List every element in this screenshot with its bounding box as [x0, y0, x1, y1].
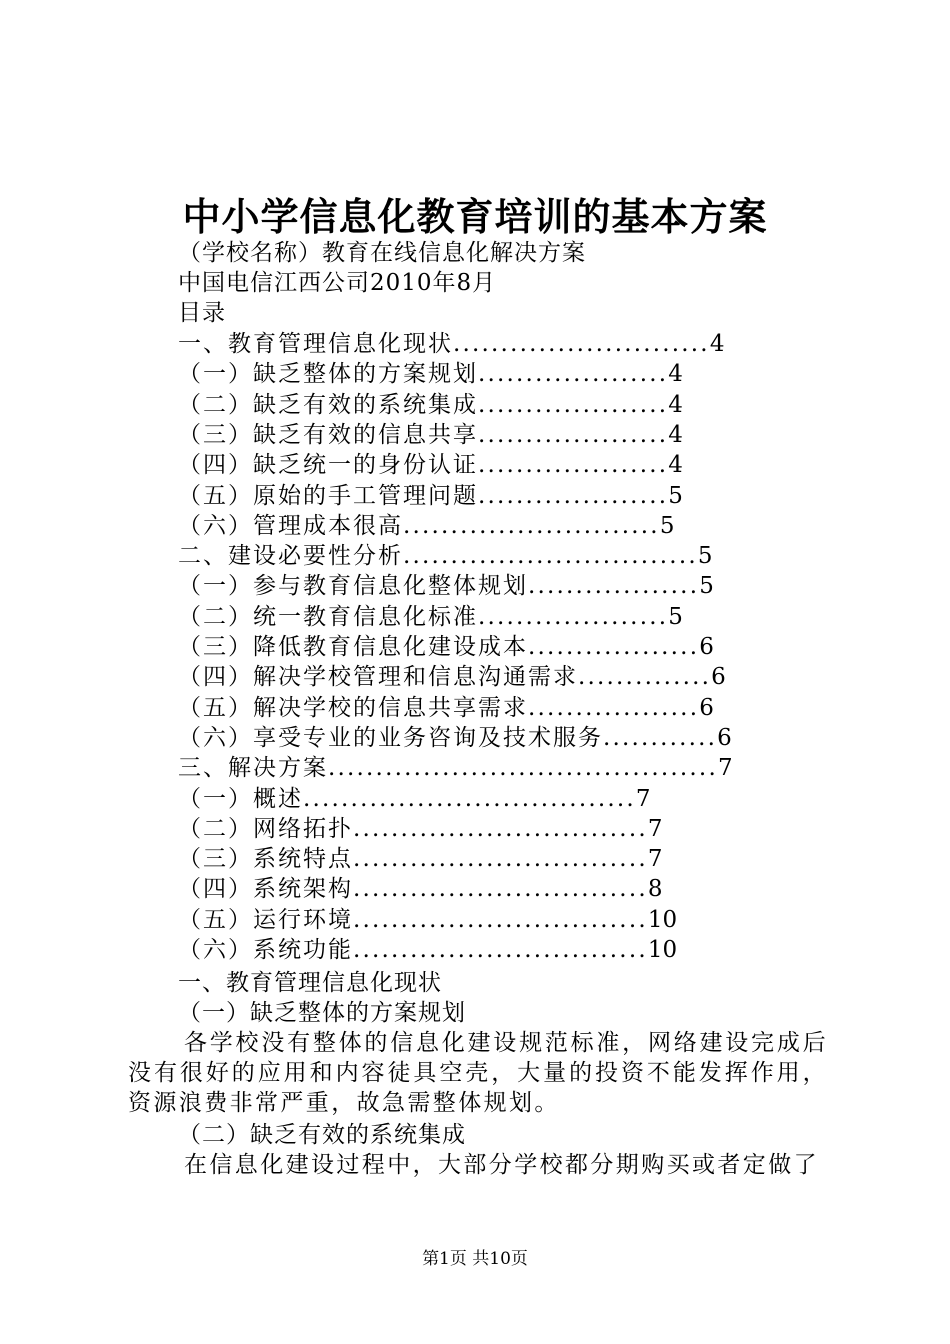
toc-entry[interactable] [178, 575, 714, 598]
toc-entry[interactable] [178, 815, 663, 842]
toc-entry-label: （四）缺乏统一的身份认证 [178, 452, 478, 479]
toc-page-number: 4 [709, 331, 725, 357]
toc-leader-dots: .............. [578, 664, 712, 691]
toc-entry-label: （二）网络拓扑 [178, 815, 353, 842]
toc-leader-dots: ............................... [353, 815, 648, 842]
toc-leader-dots: .................. [528, 694, 700, 721]
toc-page-number: 4 [668, 391, 683, 418]
toc-page-number: 10 [647, 937, 678, 963]
toc-entry[interactable] [178, 454, 683, 477]
toc-leader-dots: ................................... [303, 785, 636, 812]
toc-entry-label: （一）参与教育信息化整体规划 [178, 573, 528, 600]
toc-page-number: 4 [668, 361, 683, 388]
toc-leader-dots: .................... [478, 452, 669, 479]
toc-entry[interactable] [178, 757, 733, 780]
toc-entry[interactable] [178, 878, 662, 901]
page-footer: 第1页 共10页 [422, 1249, 528, 1269]
toc-page-number: 7 [647, 815, 663, 842]
subsection-heading: （二）缺乏有效的系统集成 [178, 1122, 466, 1148]
toc-heading: 目录 [178, 300, 226, 326]
toc-entry[interactable] [178, 391, 683, 418]
toc-page-number: 8 [647, 876, 663, 903]
toc-entry-label: （六）管理成本很高 [178, 512, 403, 539]
toc-page-number: 6 [711, 664, 726, 691]
toc-entry-label: （二）统一教育信息化标准 [178, 603, 478, 630]
toc-leader-dots: ............................... [403, 543, 698, 570]
toc-entry-label: （三）缺乏有效的信息共享 [178, 421, 478, 448]
subsection-heading: （一）缺乏整体的方案规划 [178, 1000, 466, 1026]
toc-entry[interactable] [178, 603, 683, 630]
toc-entry[interactable] [178, 906, 678, 933]
toc-leader-dots: .................... [478, 603, 669, 630]
toc-entry-label: 二、建设必要性分析 [178, 543, 403, 570]
toc-page-number: 6 [717, 724, 732, 751]
toc-entry[interactable] [178, 636, 714, 659]
toc-entry[interactable] [178, 939, 677, 962]
toc-entry[interactable] [178, 333, 724, 356]
toc-entry-label: （一）缺乏整体的方案规划 [178, 361, 478, 388]
toc-page-number: 7 [717, 755, 733, 782]
toc-entry-label: （五）解决学校的信息共享需求 [178, 694, 528, 721]
toc-page-number: 10 [647, 906, 678, 933]
toc-leader-dots: ............................... [353, 846, 648, 873]
toc-entry[interactable] [178, 785, 651, 812]
toc-leader-dots: .................... [478, 482, 669, 509]
section-heading: 一、教育管理信息化现状 [178, 970, 442, 996]
toc-page-number: 6 [699, 694, 714, 721]
toc-entry-label: （五）原始的手工管理问题 [178, 482, 478, 509]
toc-leader-dots: ........................... [403, 512, 660, 539]
document-title: 中小学信息化教育培训的基本方案 [182, 194, 768, 239]
toc-page-number: 5 [699, 573, 714, 600]
subtitle: （学校名称）教育在线信息化解决方案 [178, 240, 586, 266]
toc-page-number: 5 [659, 512, 675, 539]
toc-entry-label: （六）享受专业的业务咨询及技术服务 [178, 724, 603, 751]
toc-entry-label: （三）降低教育信息化建设成本 [178, 634, 528, 660]
toc-entry-label: （二）缺乏有效的系统集成 [178, 391, 478, 418]
toc-page-number: 7 [635, 785, 651, 812]
toc-entry[interactable] [178, 848, 662, 871]
toc-leader-dots: .................... [478, 361, 669, 388]
toc-entry[interactable] [178, 421, 683, 448]
body-paragraph: 各学校没有整体的信息化建设规范标准，网络建设完成后没有很好的应用和内容徒具空壳，大量的投资不能发挥作用，资源浪费非常严重，故急需整体规划。 [128, 1030, 828, 1116]
toc-entry-label: 三、解决方案 [178, 755, 328, 782]
toc-page-number: 5 [697, 543, 713, 570]
toc-entry[interactable] [178, 363, 683, 386]
toc-entry[interactable] [178, 666, 726, 689]
toc-entry-label: （四）系统架构 [178, 876, 353, 903]
toc-leader-dots: .................. [528, 573, 700, 600]
toc-entry-label: （六）系统功能 [178, 937, 353, 963]
toc-entry[interactable] [178, 482, 683, 509]
org-date: 中国电信江西公司2010年8月 [178, 270, 497, 296]
toc-entry[interactable] [178, 694, 714, 721]
body-paragraph: 在信息化建设过程中，大部分学校都分期购买或者定做了 [184, 1152, 819, 1178]
toc-entry[interactable] [178, 724, 732, 751]
toc-leader-dots: ............................... [353, 906, 648, 933]
toc-entry-label: （三）系统特点 [178, 846, 353, 873]
toc-leader-dots: ............................... [353, 876, 648, 903]
toc-page-number: 6 [699, 634, 714, 660]
toc-entry[interactable] [178, 545, 712, 568]
toc-entry-label: 一、教育管理信息化现状 [178, 331, 453, 357]
toc-page-number: 4 [668, 421, 683, 448]
toc-entry-label: （四）解决学校管理和信息沟通需求 [178, 664, 578, 691]
toc-leader-dots: ........................... [453, 331, 710, 357]
toc-page-number: 5 [668, 603, 683, 630]
toc-leader-dots: ............ [603, 724, 718, 751]
toc-leader-dots: .................... [478, 391, 669, 418]
toc-leader-dots: ......................................... [328, 755, 718, 782]
toc-page-number: 5 [668, 482, 683, 509]
toc-page-number: 7 [647, 846, 663, 873]
toc-entry-label: （一）概述 [178, 785, 303, 812]
toc-entry[interactable] [178, 512, 675, 539]
toc-leader-dots: .................... [478, 421, 669, 448]
toc-page-number: 4 [668, 452, 683, 479]
toc-leader-dots: .................. [528, 634, 700, 660]
toc-leader-dots: ............................... [353, 937, 648, 963]
toc-entry-label: （五）运行环境 [178, 906, 353, 933]
